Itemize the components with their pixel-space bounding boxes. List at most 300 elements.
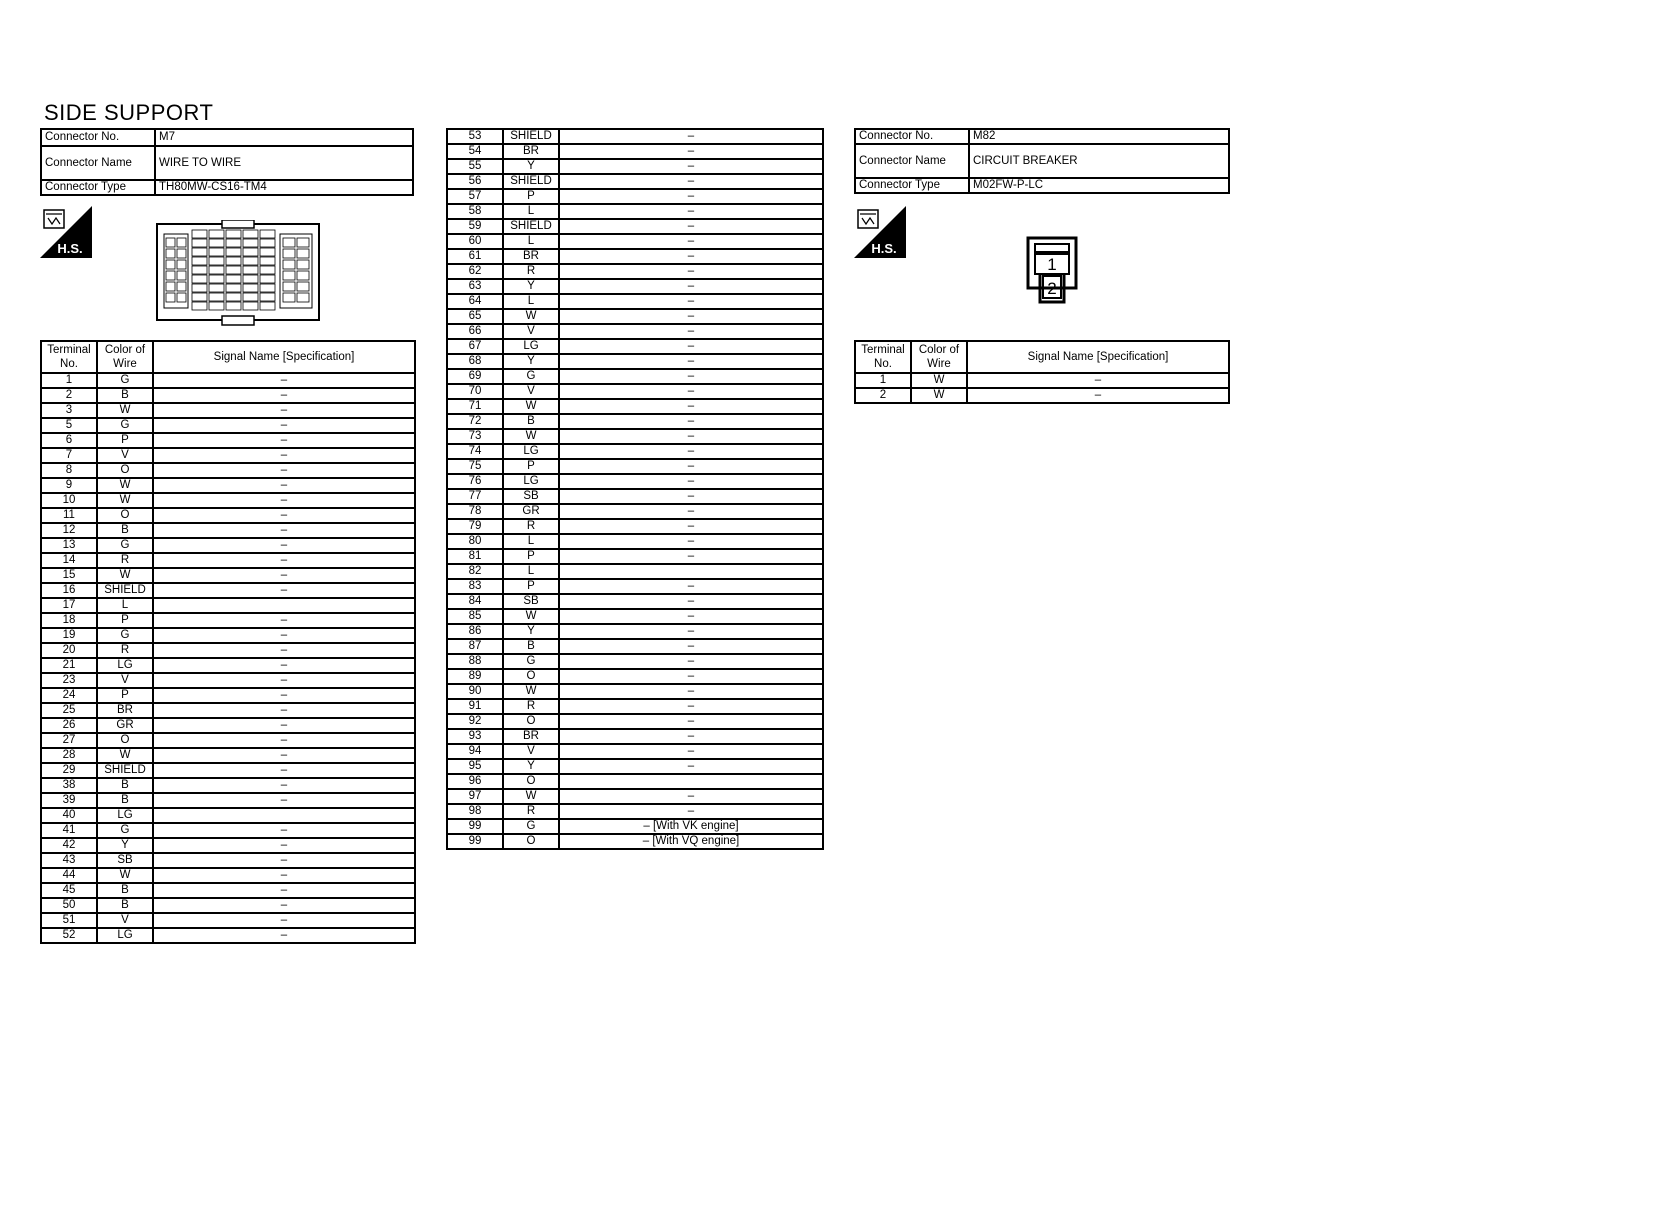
wire-color: B: [97, 883, 153, 898]
wire-color: SHIELD: [503, 219, 559, 234]
table-row: [41, 808, 415, 823]
wire-color: L: [503, 234, 559, 249]
wire-color: W: [503, 429, 559, 444]
table-row: [41, 913, 415, 928]
wire-color: W: [911, 388, 967, 403]
signal-name: –: [559, 459, 823, 474]
table-row: [447, 834, 823, 849]
terminal-no: 63: [447, 279, 503, 294]
table-row: [41, 538, 415, 553]
wire-color: LG: [97, 658, 153, 673]
wire-color: GR: [97, 718, 153, 733]
terminal-no: 41: [41, 823, 97, 838]
terminal-no: 99: [447, 819, 503, 834]
signal-name: –: [559, 519, 823, 534]
wire-color: Y: [503, 354, 559, 369]
signal-name: –: [559, 669, 823, 684]
table-row: [41, 823, 415, 838]
wire-color: G: [97, 538, 153, 553]
wire-color: L: [503, 564, 559, 579]
table-row: [447, 804, 823, 819]
table-row: [447, 729, 823, 744]
terminal-no: 64: [447, 294, 503, 309]
table-row: [447, 669, 823, 684]
terminal-no: 79: [447, 519, 503, 534]
wire-color: W: [911, 373, 967, 388]
table-row: [447, 609, 823, 624]
signal-name: –: [559, 639, 823, 654]
table-row: [447, 819, 823, 834]
wire-color: Y: [97, 838, 153, 853]
wire-color: W: [503, 399, 559, 414]
wire-color: O: [503, 834, 559, 849]
wire-color: G: [503, 654, 559, 669]
terminal-no: 38: [41, 778, 97, 793]
terminal-no: 94: [447, 744, 503, 759]
wire-color: V: [97, 673, 153, 688]
terminal-no: 8: [41, 463, 97, 478]
terminal-no: 92: [447, 714, 503, 729]
signal-name: –: [153, 658, 415, 673]
signal-name: –: [559, 789, 823, 804]
signal-name: [153, 808, 415, 823]
table-row: [447, 579, 823, 594]
signal-name: –: [153, 868, 415, 883]
signal-name: –: [559, 594, 823, 609]
signal-name: –: [559, 279, 823, 294]
wire-color: P: [503, 549, 559, 564]
terminal-no: 69: [447, 369, 503, 384]
table-row: [447, 489, 823, 504]
signal-name: –: [967, 373, 1229, 388]
wire-color: Y: [503, 624, 559, 639]
terminal-no: 17: [41, 598, 97, 613]
signal-name: –: [153, 463, 415, 478]
connector-name-label: Connector Name: [855, 144, 969, 178]
signal-name: –: [559, 234, 823, 249]
terminal-no: 28: [41, 748, 97, 763]
signal-name: –: [559, 249, 823, 264]
wire-color: P: [97, 433, 153, 448]
table-row: [447, 444, 823, 459]
terminal-no: 90: [447, 684, 503, 699]
wire-color: B: [97, 778, 153, 793]
connector-type-value: M02FW-P-LC: [969, 178, 1229, 193]
wire-color: P: [503, 459, 559, 474]
terminal-no: 76: [447, 474, 503, 489]
signal-name: –: [559, 474, 823, 489]
wire-color: LG: [503, 339, 559, 354]
signal-name: –: [559, 804, 823, 819]
terminal-no: 39: [41, 793, 97, 808]
wire-color: L: [97, 598, 153, 613]
terminal-no: 95: [447, 759, 503, 774]
terminal-no: 50: [41, 898, 97, 913]
signal-name: –: [153, 553, 415, 568]
terminal-no: 57: [447, 189, 503, 204]
table-row: [447, 159, 823, 174]
wire-color: G: [503, 369, 559, 384]
wire-color: W: [503, 684, 559, 699]
signal-name: –: [559, 444, 823, 459]
table-row: [447, 234, 823, 249]
terminal-no: 13: [41, 538, 97, 553]
wire-color: SB: [503, 489, 559, 504]
wire-color: BR: [503, 144, 559, 159]
table-row: [447, 534, 823, 549]
table-row: [447, 204, 823, 219]
table-row: [41, 643, 415, 658]
signal-name: –: [559, 549, 823, 564]
table-row: [447, 294, 823, 309]
wire-color: G: [503, 819, 559, 834]
terminal-no: 82: [447, 564, 503, 579]
terminal-no: 59: [447, 219, 503, 234]
wire-color: W: [503, 789, 559, 804]
table-row: [41, 703, 415, 718]
table-row: [41, 583, 415, 598]
wire-color: P: [97, 688, 153, 703]
table-row: [447, 699, 823, 714]
table-row: [41, 433, 415, 448]
signal-name: –: [153, 763, 415, 778]
terminal-no: 93: [447, 729, 503, 744]
wire-color: GR: [503, 504, 559, 519]
terminal-no: 19: [41, 628, 97, 643]
terminal-no: 12: [41, 523, 97, 538]
signal-name: –: [153, 643, 415, 658]
signal-name: –: [153, 583, 415, 598]
table-row: [447, 639, 823, 654]
m7-pin-table-right: [446, 128, 824, 850]
signal-name: –: [153, 853, 415, 868]
terminal-no: 73: [447, 429, 503, 444]
table-row: [447, 654, 823, 669]
terminal-no: 85: [447, 609, 503, 624]
table-row: [41, 613, 415, 628]
signal-name: –: [153, 568, 415, 583]
terminal-no: 97: [447, 789, 503, 804]
table-row: [41, 688, 415, 703]
connector-type-value: TH80MW-CS16-TM4: [155, 180, 413, 195]
signal-name: –: [153, 733, 415, 748]
table-row: [855, 388, 1229, 403]
terminal-no: 83: [447, 579, 503, 594]
terminal-no: 54: [447, 144, 503, 159]
signal-name: –: [559, 129, 823, 144]
wire-color: B: [97, 793, 153, 808]
terminal-no: 45: [41, 883, 97, 898]
signal-name: –: [153, 898, 415, 913]
table-row: [447, 324, 823, 339]
signal-name: –: [153, 538, 415, 553]
wire-color: BR: [503, 729, 559, 744]
wire-color: W: [97, 478, 153, 493]
signal-name: –: [559, 579, 823, 594]
table-row: [41, 748, 415, 763]
terminal-no: 68: [447, 354, 503, 369]
terminal-no: 24: [41, 688, 97, 703]
terminal-no: 98: [447, 804, 503, 819]
signal-name: –: [559, 729, 823, 744]
table-row: [41, 463, 415, 478]
terminal-no: 26: [41, 718, 97, 733]
signal-name: –: [559, 189, 823, 204]
terminal-no: 88: [447, 654, 503, 669]
wire-color: Y: [503, 159, 559, 174]
signal-name: –: [153, 838, 415, 853]
signal-name: –: [153, 913, 415, 928]
signal-name: –: [559, 174, 823, 189]
table-row: [447, 624, 823, 639]
terminal-no: 58: [447, 204, 503, 219]
signal-name: [559, 564, 823, 579]
terminal-no: 9: [41, 478, 97, 493]
terminal-no: 67: [447, 339, 503, 354]
terminal-header: Terminal No.: [41, 341, 97, 373]
table-row: [41, 673, 415, 688]
table-row: [447, 339, 823, 354]
wire-color: G: [97, 823, 153, 838]
wire-color: BR: [97, 703, 153, 718]
terminal-no: 71: [447, 399, 503, 414]
wire-color: Y: [503, 759, 559, 774]
table-row: [447, 384, 823, 399]
table-row: [447, 744, 823, 759]
connector-m82-info: [854, 128, 1230, 194]
color-header: Color of Wire: [911, 341, 967, 373]
table-row: [41, 448, 415, 463]
signal-name: –: [153, 373, 415, 388]
terminal-no: 74: [447, 444, 503, 459]
wire-color: SB: [97, 853, 153, 868]
table-row: [447, 249, 823, 264]
signal-header: Signal Name [Specification]: [153, 341, 415, 373]
wire-color: V: [503, 324, 559, 339]
table-row: [41, 598, 415, 613]
cavity-2-label: 2: [1047, 279, 1057, 298]
wire-color: O: [97, 508, 153, 523]
signal-name: –: [559, 399, 823, 414]
harness-side-icon: [854, 206, 906, 258]
signal-name: –: [559, 204, 823, 219]
terminal-no: 3: [41, 403, 97, 418]
signal-name: –: [153, 928, 415, 943]
m7-pin-table-left: [40, 340, 416, 944]
terminal-no: 21: [41, 658, 97, 673]
connector-name-value: CIRCUIT BREAKER: [969, 144, 1229, 178]
terminal-no: 70: [447, 384, 503, 399]
signal-name: [559, 774, 823, 789]
wire-color: B: [503, 414, 559, 429]
signal-name: –: [153, 748, 415, 763]
terminal-no: 27: [41, 733, 97, 748]
signal-name: –: [153, 478, 415, 493]
signal-name: – [With VQ engine]: [559, 834, 823, 849]
signal-name: –: [559, 294, 823, 309]
signal-name: –: [559, 309, 823, 324]
wire-color: G: [97, 418, 153, 433]
signal-name: –: [153, 388, 415, 403]
wire-color: V: [97, 913, 153, 928]
m82-pin-table: [854, 340, 1230, 404]
wire-color: R: [503, 804, 559, 819]
connector-type-label: Connector Type: [855, 178, 969, 193]
wire-color: Y: [503, 279, 559, 294]
terminal-no: 42: [41, 838, 97, 853]
wire-color: SHIELD: [97, 583, 153, 598]
signal-name: –: [153, 403, 415, 418]
connector-type-label: Connector Type: [41, 180, 155, 195]
table-row: [447, 474, 823, 489]
terminal-no: 44: [41, 868, 97, 883]
wire-color: W: [97, 403, 153, 418]
terminal-no: 16: [41, 583, 97, 598]
table-row: [41, 403, 415, 418]
table-row: [447, 504, 823, 519]
signal-name: –: [153, 433, 415, 448]
table-row: [41, 838, 415, 853]
terminal-no: 72: [447, 414, 503, 429]
terminal-no: 1: [41, 373, 97, 388]
terminal-no: 65: [447, 309, 503, 324]
terminal-no: 77: [447, 489, 503, 504]
signal-name: –: [559, 714, 823, 729]
table-row: [447, 684, 823, 699]
signal-name: –: [559, 324, 823, 339]
wire-color: V: [97, 448, 153, 463]
table-row: [41, 763, 415, 778]
table-row: [447, 414, 823, 429]
wire-color: LG: [97, 928, 153, 943]
connector-no-label: Connector No.: [41, 129, 155, 146]
table-row: [447, 789, 823, 804]
wire-color: P: [503, 189, 559, 204]
terminal-no: 5: [41, 418, 97, 433]
signal-name: –: [153, 883, 415, 898]
table-row: [447, 759, 823, 774]
terminal-no: 62: [447, 264, 503, 279]
signal-name: –: [559, 489, 823, 504]
terminal-no: 81: [447, 549, 503, 564]
wire-color: B: [97, 388, 153, 403]
terminal-no: 99: [447, 834, 503, 849]
table-row: [447, 459, 823, 474]
wire-color: W: [97, 868, 153, 883]
signal-name: –: [559, 684, 823, 699]
wire-color: SHIELD: [97, 763, 153, 778]
wire-color: G: [97, 628, 153, 643]
terminal-no: 91: [447, 699, 503, 714]
terminal-no: 15: [41, 568, 97, 583]
terminal-no: 29: [41, 763, 97, 778]
terminal-no: 55: [447, 159, 503, 174]
terminal-no: 2: [41, 388, 97, 403]
wire-color: LG: [503, 444, 559, 459]
wire-color: R: [97, 553, 153, 568]
table-row: [41, 793, 415, 808]
signal-name: –: [559, 219, 823, 234]
connector-no-value: M7: [155, 129, 413, 146]
connector-m7-face-icon: [156, 220, 322, 326]
signal-name: –: [153, 493, 415, 508]
signal-name: –: [559, 414, 823, 429]
signal-name: –: [559, 759, 823, 774]
signal-name: –: [153, 718, 415, 733]
table-row: [41, 628, 415, 643]
table-row: [447, 774, 823, 789]
table-row: [41, 853, 415, 868]
signal-name: –: [559, 744, 823, 759]
signal-name: –: [153, 673, 415, 688]
table-row: [447, 399, 823, 414]
terminal-no: 87: [447, 639, 503, 654]
table-row: [447, 129, 823, 144]
wire-color: W: [97, 568, 153, 583]
terminal-no: 7: [41, 448, 97, 463]
table-row: [41, 418, 415, 433]
signal-name: –: [559, 264, 823, 279]
terminal-no: 80: [447, 534, 503, 549]
wire-color: W: [97, 493, 153, 508]
harness-side-icon: [40, 206, 92, 258]
terminal-no: 84: [447, 594, 503, 609]
terminal-no: 52: [41, 928, 97, 943]
terminal-no: 2: [855, 388, 911, 403]
signal-name: –: [559, 429, 823, 444]
terminal-no: 96: [447, 774, 503, 789]
table-row: [41, 778, 415, 793]
table-row: [447, 354, 823, 369]
terminal-no: 78: [447, 504, 503, 519]
table-row: [855, 373, 1229, 388]
table-row: [447, 594, 823, 609]
color-header: Color of Wire: [97, 341, 153, 373]
table-row: [447, 564, 823, 579]
table-row: [41, 493, 415, 508]
signal-name: –: [559, 339, 823, 354]
signal-name: –: [559, 159, 823, 174]
wire-color: O: [97, 463, 153, 478]
terminal-no: 60: [447, 234, 503, 249]
signal-name: –: [153, 628, 415, 643]
signal-name: –: [153, 688, 415, 703]
table-row: [41, 883, 415, 898]
terminal-no: 75: [447, 459, 503, 474]
signal-name: –: [967, 388, 1229, 403]
signal-name: – [With VK engine]: [559, 819, 823, 834]
table-row: [447, 714, 823, 729]
signal-name: [153, 598, 415, 613]
terminal-no: 66: [447, 324, 503, 339]
hs-label: H.S.: [871, 241, 897, 256]
signal-name: –: [559, 534, 823, 549]
connector-name-value: WIRE TO WIRE: [155, 146, 413, 180]
wire-color: L: [503, 204, 559, 219]
table-row: [41, 523, 415, 538]
table-row: [447, 144, 823, 159]
wire-color: R: [503, 699, 559, 714]
wire-color: V: [503, 744, 559, 759]
connector-name-label: Connector Name: [41, 146, 155, 180]
table-row: [41, 373, 415, 388]
wire-color: P: [503, 579, 559, 594]
wire-color: LG: [503, 474, 559, 489]
wire-color: BR: [503, 249, 559, 264]
table-row: [447, 189, 823, 204]
wire-color: G: [97, 373, 153, 388]
table-row: [447, 174, 823, 189]
